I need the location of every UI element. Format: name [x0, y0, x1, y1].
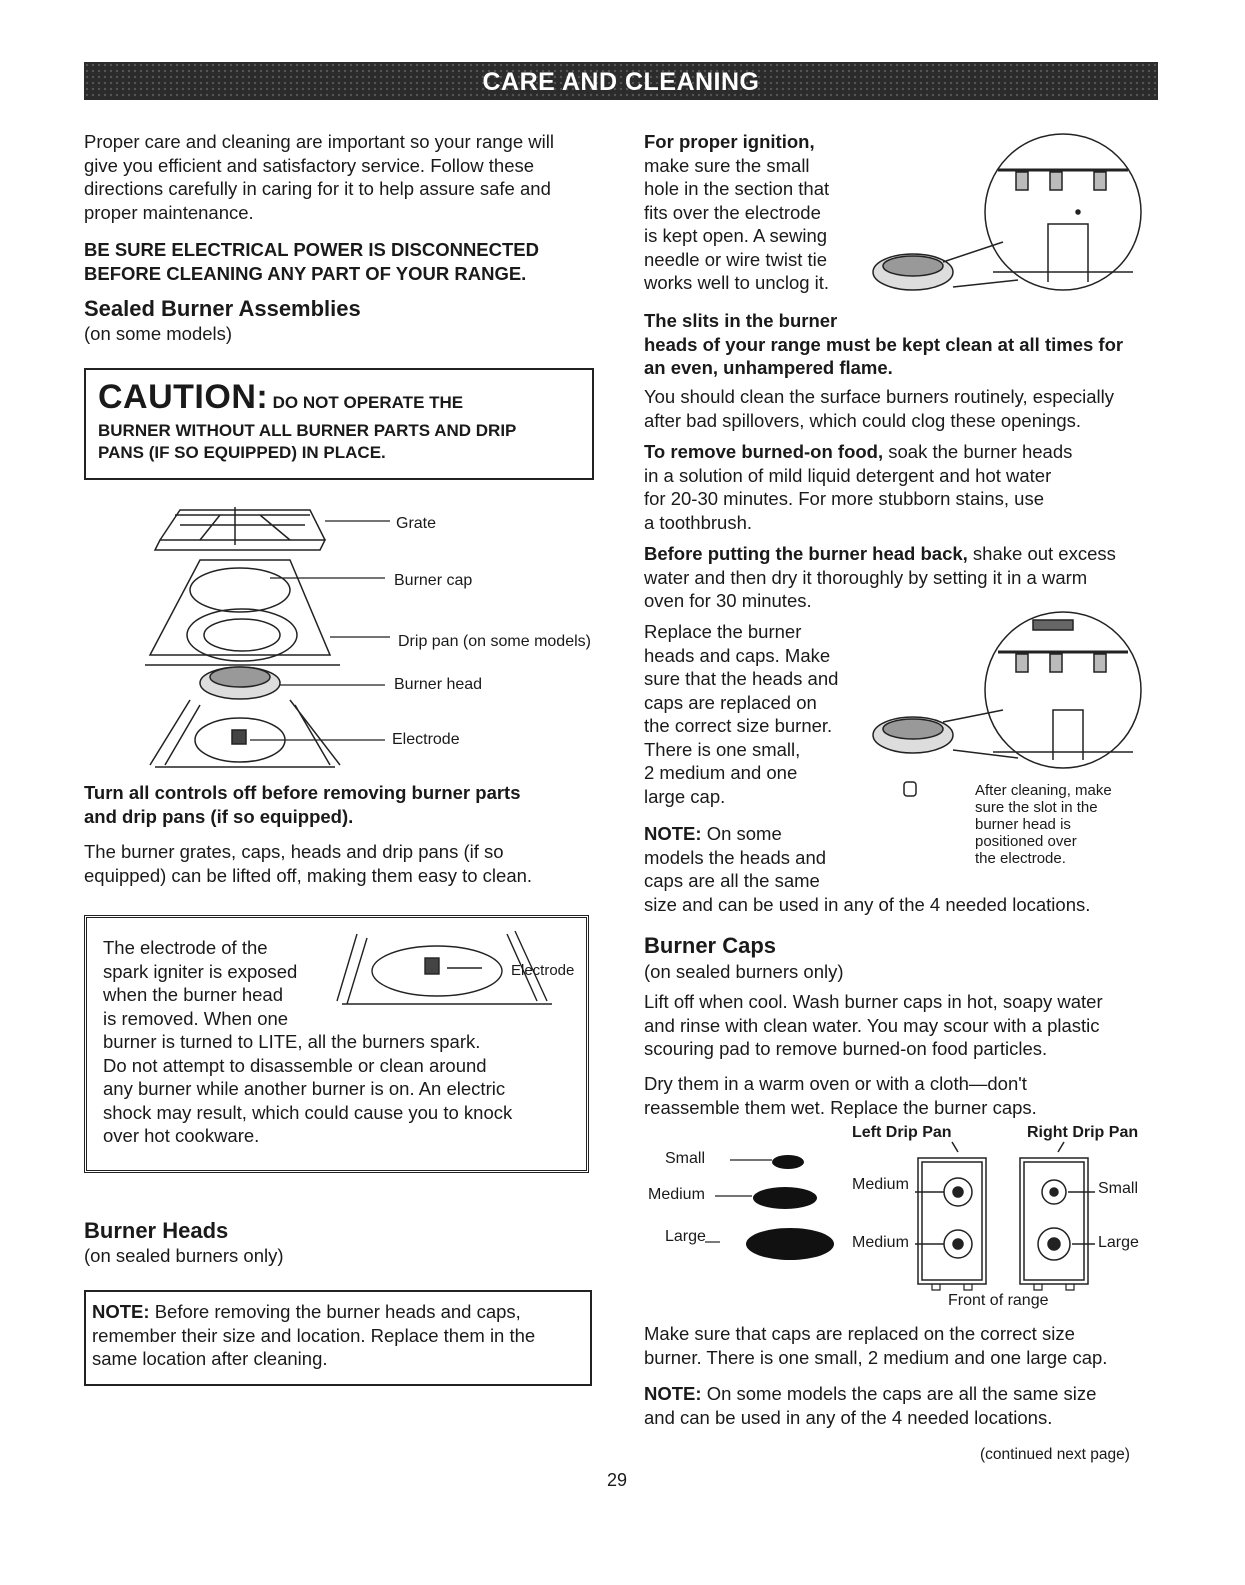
label-medium-left-top: Medium: [852, 1176, 909, 1193]
label-burner-cap: Burner cap: [394, 572, 473, 589]
lifted-line: The burner grates, caps, heads and drip pans (if so: [84, 841, 504, 862]
caption-line: After cleaning, make: [975, 782, 1112, 799]
replace-line: large cap.: [644, 785, 726, 807]
before-bold: Before putting the burner head back,: [644, 543, 968, 564]
remove-line: a toothbrush.: [644, 511, 752, 533]
warning-line: BE SURE ELECTRICAL POWER IS DISCONNECTED: [84, 239, 540, 260]
note-line: same location after cleaning.: [92, 1348, 328, 1369]
label-drip-pan: Drip pan (on some models): [398, 633, 591, 650]
electrode-line: spark igniter is exposed: [103, 960, 298, 982]
caption-line: sure the slot in the: [975, 799, 1098, 816]
lifted-paragraph: [84, 840, 614, 887]
caps-paragraph: [644, 990, 1164, 1061]
label-left-drip-pan: Left Drip Pan: [852, 1124, 952, 1141]
caution-line: PANS (IF SO EQUIPPED) IN PLACE.: [98, 443, 386, 462]
remove-paragraph: [644, 440, 1164, 534]
label-small-right: Small: [1098, 1180, 1139, 1197]
power-warning: [84, 238, 614, 285]
make-sure-line: burner. There is one small, 2 medium and one large cap.: [644, 1346, 1108, 1368]
caps-line: Lift off when cool. Wash burner caps in hot, soapy water: [644, 991, 1103, 1012]
note-caps-same: [644, 1382, 1164, 1429]
slits-line: The slits in the burner: [644, 310, 838, 331]
replace-line: heads and caps. Make: [644, 644, 831, 666]
page-number: 29: [607, 1470, 628, 1490]
note-heads-same: [644, 822, 1164, 916]
replace-line: Replace the burner: [644, 621, 802, 642]
note-box-heads: [84, 1290, 592, 1386]
ignition-line: hole in the section that: [644, 178, 830, 199]
intro-line: give you efficient and satisfactory service. Follow these: [84, 154, 535, 176]
replace-paragraph: [644, 620, 874, 808]
note-text: Before removing the burner heads and caps,: [154, 1301, 521, 1322]
banner-title: CARE AND CLEANING: [482, 68, 760, 96]
label-right-drip-pan: Right Drip Pan: [1027, 1124, 1139, 1141]
ignition-paragraph: [644, 130, 884, 295]
remove-line: for 20-30 minutes. For more stubborn stains, use: [644, 488, 1044, 509]
replace-line: the correct size burner.: [644, 715, 833, 736]
ignition-line: is kept open. A sewing: [644, 225, 828, 246]
turn-off-note: [84, 781, 614, 828]
caution-line: BURNER WITHOUT ALL BURNER PARTS AND DRIP: [98, 421, 517, 440]
intro-line: proper maintenance.: [84, 201, 254, 223]
burner-heads-heading: Burner Heads: [84, 1218, 229, 1243]
label-large-cap: Large: [665, 1228, 706, 1245]
make-sure-paragraph: [644, 1322, 1164, 1369]
label-large-right: Large: [1098, 1234, 1139, 1251]
caps-line: scouring pad to remove burned-on food particles.: [644, 1038, 1048, 1059]
ignition-line: works well to unclog it.: [644, 272, 830, 293]
note-line: size and can be used in any of the 4 needed locations.: [644, 893, 1091, 915]
caption-line: the electrode.: [975, 850, 1066, 867]
dry-line: reassemble them wet. Replace the burner caps.: [644, 1096, 1037, 1118]
cap-placement-diagram: [640, 1140, 1160, 1290]
label-electrode: Electrode: [392, 731, 460, 748]
label-medium-left-bottom: Medium: [852, 1234, 909, 1251]
electrode-line: The electrode of the: [103, 937, 268, 958]
electrode-line: any burner while another burner is on. An electric: [103, 1078, 506, 1099]
dry-line: Dry them in a warm oven or with a cloth—don't: [644, 1073, 1027, 1094]
label-front-of-range: Front of range: [948, 1292, 1049, 1309]
before-line: water and then dry it thoroughly by setting it in a warm: [644, 566, 1088, 588]
before-text: shake out excess: [967, 543, 1116, 564]
section-banner: [84, 62, 1158, 100]
electrode-line: Do not attempt to disassemble or clean around: [103, 1054, 487, 1076]
clean-line: after bad spillovers, which could clog these openings.: [644, 409, 1082, 431]
grate-illustration: [155, 507, 325, 550]
label-burner-head: Burner head: [394, 676, 483, 693]
make-sure-line: Make sure that caps are replaced on the correct size: [644, 1323, 1075, 1344]
note-line: caps are all the same: [644, 870, 820, 891]
ignition-line: needle or wire twist tie: [644, 248, 828, 270]
burner-head-magnified-illustration: [868, 132, 1158, 312]
replace-line: 2 medium and one: [644, 762, 798, 783]
electrode-line: when the burner head: [103, 984, 283, 1005]
burner-caps-subheading: (on sealed burners only): [644, 961, 844, 982]
caption-line: positioned over: [975, 833, 1077, 850]
burner-heads-subheading: (on sealed burners only): [84, 1245, 284, 1266]
replace-line: sure that the heads and: [644, 668, 839, 689]
note-label: NOTE:: [644, 823, 702, 844]
remove-text: soak the burner heads: [883, 441, 1073, 462]
turn-off-line: Turn all controls off before removing burner parts: [84, 782, 521, 803]
remove-line: in a solution of mild liquid detergent and hot water: [644, 464, 1052, 486]
slits-line: an even, unhampered flame.: [644, 357, 893, 378]
caution-box: [84, 368, 594, 480]
label-medium-cap: Medium: [648, 1186, 705, 1203]
caps-line: and rinse with clean water. You may scour with a plastic: [644, 1014, 1100, 1036]
burner-caps-heading: Burner Caps: [644, 933, 777, 958]
note-label: NOTE:: [92, 1301, 150, 1322]
note-text: On some models the caps are all the same size: [701, 1383, 1097, 1404]
warning-line: BEFORE CLEANING ANY PART OF YOUR RANGE.: [84, 262, 527, 284]
ignition-line: make sure the small: [644, 154, 810, 176]
ignition-line: fits over the electrode: [644, 201, 821, 223]
burner-head-slot-illustration: [868, 610, 1158, 800]
clean-line: You should clean the surface burners routinely, especially: [644, 386, 1114, 407]
note-label: NOTE:: [644, 1383, 702, 1404]
slits-paragraph: [644, 309, 1164, 380]
electrode-label: Electrode: [511, 962, 575, 979]
note-line: remember their size and location. Replace them in the: [92, 1324, 536, 1346]
label-grate: Grate: [396, 515, 437, 532]
slits-line: heads of your range must be kept clean at all times for: [644, 333, 1124, 355]
sealed-burner-subheading: (on some models): [84, 323, 233, 344]
label-small-cap: Small: [665, 1150, 706, 1167]
before-paragraph: [644, 542, 1164, 613]
before-line: oven for 30 minutes.: [644, 590, 812, 611]
turn-off-line: and drip pans (if so equipped).: [84, 805, 354, 827]
note-text: On some: [701, 823, 782, 844]
intro-line: directions carefully in caring for it to help assure safe and: [84, 178, 551, 199]
intro-paragraph: [84, 130, 614, 224]
note-line: and can be used in any of the 4 needed locations.: [644, 1406, 1053, 1428]
caution-word: CAUTION:: [98, 378, 269, 416]
replace-line: caps are replaced on: [644, 691, 817, 713]
electrode-line: burner is turned to LITE, all the burners spark.: [103, 1031, 481, 1052]
caution-text: DO NOT OPERATE THE: [272, 393, 464, 412]
electrode-line: is removed. When one: [103, 1007, 289, 1029]
electrode-warning-box: [84, 915, 589, 1173]
lifted-line: equipped) can be lifted off, making them easy to clean.: [84, 864, 533, 886]
ignition-heading: For proper ignition,: [644, 131, 815, 152]
caption-line: burner head is: [975, 816, 1071, 833]
note-line: models the heads and: [644, 846, 827, 868]
continued-note: (continued next page): [980, 1446, 1130, 1463]
dry-paragraph: [644, 1072, 1164, 1119]
remove-bold: To remove burned-on food,: [644, 441, 884, 462]
clean-paragraph: [644, 385, 1164, 432]
replace-line: There is one small,: [644, 738, 801, 760]
sealed-burner-heading: Sealed Burner Assemblies: [84, 296, 361, 321]
electrode-line: over hot cookware.: [103, 1125, 260, 1146]
intro-line: Proper care and cleaning are important so your range will: [84, 131, 554, 152]
electrode-line: shock may result, which could cause you to knock: [103, 1101, 513, 1123]
